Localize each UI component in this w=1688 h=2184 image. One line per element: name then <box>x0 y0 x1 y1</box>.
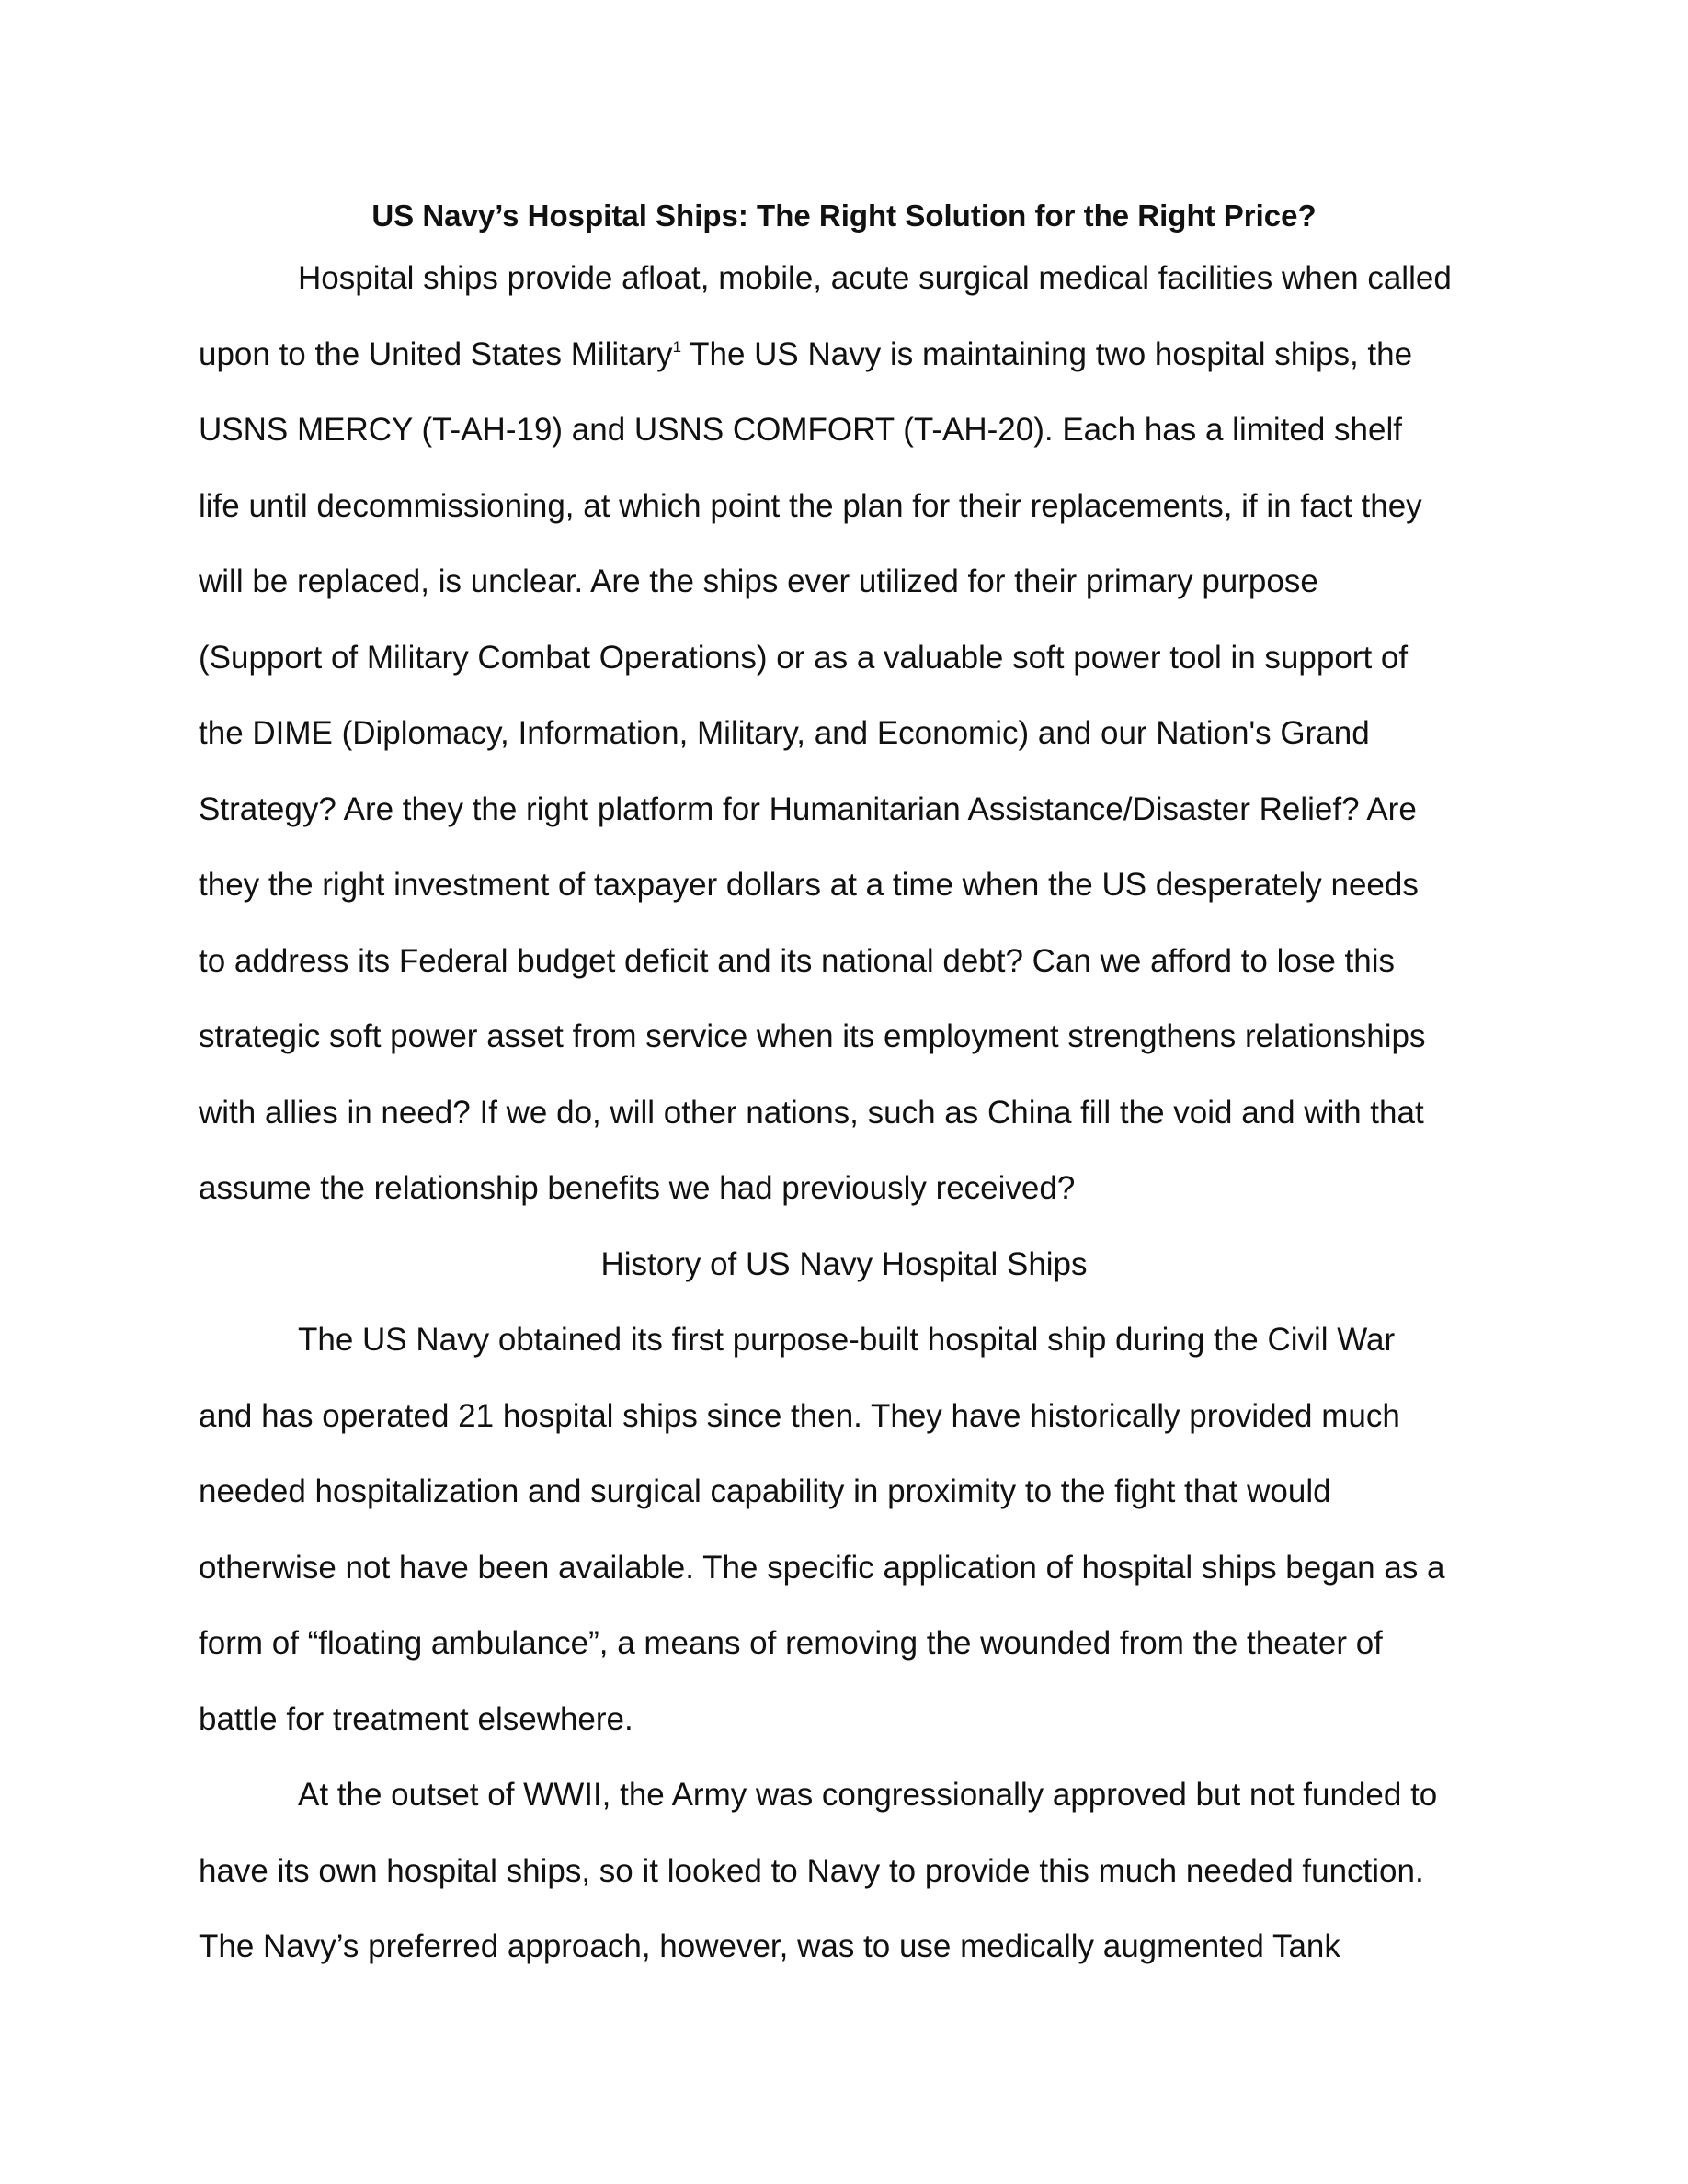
section-heading: History of US Navy Hospital Ships <box>600 1246 1088 1282</box>
document-body <box>199 191 1489 1985</box>
text-line: with allies in need? If we do, will other nations, such as China fill the void and with that <box>199 1094 1424 1131</box>
text-line: (Support of Military Combat Operations) or as a valuable soft power tool in support of <box>199 639 1409 676</box>
text-line: assume the relationship benefits we had previously received? <box>199 1170 1076 1206</box>
text-line: USNS MERCY (T-AH-19) and USNS COMFORT (T-AH-20). Each has a limited shelf <box>199 412 1402 448</box>
text-line: Strategy? Are they the right platform for Humanitarian Assistance/Disaster Relief? Are <box>199 791 1417 827</box>
text-line: otherwise not have been available. The specific application of hospital ships began as a <box>199 1549 1445 1586</box>
text-line: form of “floating ambulance”, a means of removing the wounded from the theater of <box>199 1625 1383 1661</box>
text-line: have its own hospital ships, so it looked to Navy to provide this much needed function. <box>199 1852 1424 1889</box>
text-fragment: upon to the United States Military <box>199 336 673 372</box>
text-line: strategic soft power asset from service when its employment strengthens relationships <box>199 1018 1426 1054</box>
text-line: The Navy’s preferred approach, however, was to use medically augmented Tank <box>199 1928 1340 1964</box>
text-line: The US Navy obtained its first purpose-built hospital ship during the Civil War <box>298 1322 1396 1358</box>
text-fragment: The US Navy is maintaining two hospital ships, the <box>690 336 1413 372</box>
text-line <box>199 317 1489 393</box>
paragraph-wwii <box>199 1757 1489 1985</box>
text-line: to address its Federal budget deficit and its national debt? Can we afford to lose this <box>199 942 1395 979</box>
text-line: Hospital ships provide afloat, mobile, acute surgical medical facilities when called <box>298 260 1452 296</box>
text-line: battle for treatment elsewhere. <box>199 1701 633 1737</box>
text-line: will be replaced, is unclear. Are the ships ever utilized for their primary purpose <box>199 563 1318 599</box>
paragraph-intro <box>199 241 1489 1227</box>
paragraph-history <box>199 1302 1489 1757</box>
text-line: and has operated 21 hospital ships since then. They have historically provided much <box>199 1397 1400 1434</box>
footnote-marker[interactable]: 1 <box>672 337 682 356</box>
document-title: US Navy’s Hospital Ships: The Right Solution for the Right Price? <box>371 199 1317 233</box>
text-line: At the outset of WWII, the Army was congressionally approved but not funded to <box>298 1777 1438 1813</box>
text-line: the DIME (Diplomacy, Information, Military, and Economic) and our Nation's Grand <box>199 715 1370 751</box>
text-line: life until decommissioning, at which point the plan for their replacements, if in fact they <box>199 487 1422 524</box>
text-line: they the right investment of taxpayer dollars at a time when the US desperately needs <box>199 867 1419 903</box>
text-line: needed hospitalization and surgical capability in proximity to the fight that would <box>199 1473 1331 1509</box>
